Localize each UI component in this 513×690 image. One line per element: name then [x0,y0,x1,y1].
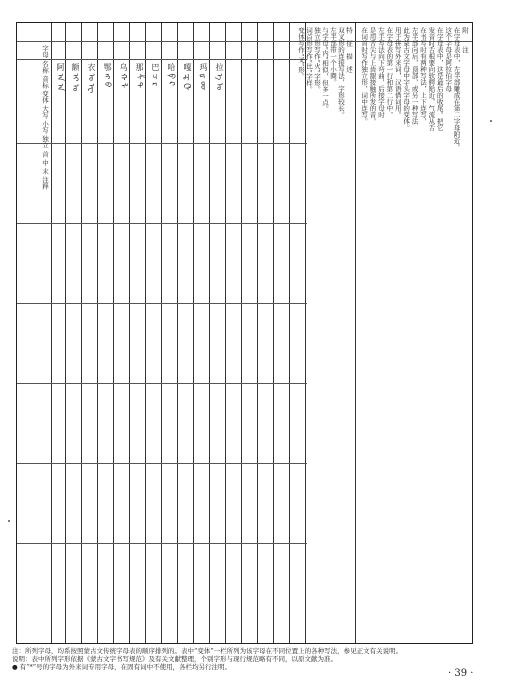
letter-row [163,63,176,633]
letter-glyph: ᠤ [87,73,96,82]
letter-glyph: ᠴ [151,73,160,80]
letter-glyph: ᠤ [215,82,224,91]
column-divider [193,23,194,643]
letter-name: 乌 [119,63,128,71]
column-divider [355,23,356,643]
notes-line: 在字母表中，这是最后的收尾。把它 [435,27,444,131]
letter-row [115,63,128,633]
column-divider [257,23,258,643]
table-frame [16,22,473,644]
header-col-11: 注释 [41,176,49,190]
letter-glyph: ᠡ [215,73,224,81]
notes-line: 左手写法向下弯曲，后接字母时 [376,27,385,118]
description-line: 变体写作“叉”形。 [297,27,305,80]
letter-row [131,63,144,633]
description-line: 与字母“内”相似，但多一点。 [321,27,329,112]
header-col-8: 首 [41,150,49,158]
table-header-labels [19,45,49,635]
column-divider [289,23,290,643]
column-divider [51,23,52,643]
letter-glyph: ᠩ [103,73,112,80]
letter-name: 衣 [87,63,96,71]
column-divider [113,23,114,643]
column-divider [241,23,242,643]
notes-line: 在词首时写作独立形，词中连写。 [360,27,369,125]
letter-glyph: ᠬ [119,73,128,81]
letter-glyph: ᡁ [199,73,208,79]
header-col-1: 字母 [41,45,49,58]
rotated-table-scan [12,22,482,671]
header-col-5: 大写 [41,105,49,119]
letter-name: 嘎 [183,63,192,71]
column-divider [273,23,274,643]
letter-glyph: ᠲ [135,82,144,89]
column-divider [177,23,178,643]
notes-line: 左半部向后，顶部，或另一种写法 [410,27,419,125]
column-divider [97,23,98,643]
letter-glyph: ᠿ [183,83,192,91]
header-col-4: 变体 [41,90,49,104]
letter-name: 玛 [199,63,208,71]
description-line: 左半部带一个小圈。 [329,27,337,86]
letter-row [179,63,192,633]
column-divider [209,23,210,643]
description-line: 双叉形的连接写法，字形较长。 [337,27,345,118]
letter-glyph: ᠯ [119,83,128,88]
notes-line: 在书写时有两种写法，上下连写， [418,27,427,125]
header-col-7: 独立 [41,135,49,149]
letter-glyph: ᠧ [87,83,96,94]
notes-column [357,27,469,637]
letter-name: 巴 [151,63,160,71]
letter-name: 鄂 [103,63,112,71]
header-col-6: 小写 [41,120,49,134]
notes-line: 发音时舌根要向软腭贴近，气流从舌 [427,27,436,131]
letter-glyph: ᠣ [71,84,80,92]
notes-line: 在字母表的第一行和第二行中， [385,27,394,118]
letter-row [99,63,112,633]
letter-glyph: ᠷ [151,82,160,87]
page-number: · 39 · [448,668,474,679]
letter-glyph: ᡂ [199,81,208,91]
letter-row [67,63,80,633]
footnote-line: ● 有“*”号的字母为外来词专用字母，在固有词中不使用，各栏均另行注明。 [12,663,232,671]
footnote-block [12,647,482,683]
column-divider [225,23,226,643]
letter-glyph: ᠠ [56,83,65,91]
letter-name: 哈 [167,63,176,71]
column-divider [305,23,306,643]
letter-name: 额 [71,63,80,71]
letter-glyph: ᠹ [167,73,176,79]
header-divider [17,59,307,60]
letter-glyph: ᠪ [103,82,112,88]
notes-line: 这个字母是阿拉伯字母 [444,27,453,92]
scan-speck [8,520,10,522]
notes-line: 此为蒙古文字母中字头字母的变体。 [402,27,411,131]
header-col-10: 末 [41,167,49,175]
letter-row [211,63,224,633]
letter-row [83,63,96,633]
letter-name: 那 [135,63,144,71]
description-line: 词首形写作“比”字样。 [305,27,313,93]
column-divider [65,23,66,643]
notes-line: 用于拼写外来词，汉语借词用。 [393,27,402,118]
header-col-2: 名称 [41,60,49,74]
letter-row [147,63,160,633]
header-col-9: 中 [41,159,49,166]
column-divider [145,23,146,643]
description-heading: 特 征 描 述 [345,27,353,73]
letter-glyph: ᠠ [56,73,65,81]
letter-glyph: ᠼ [183,73,192,81]
letter-name: 阿 [56,63,65,71]
notes-line: 在字母表中，左半部雕成在第二字母附近。 [452,27,461,151]
column-divider [81,23,82,643]
letter-row [195,63,208,633]
column-divider [129,23,130,643]
letter-glyph: ᠺ [167,81,176,86]
letter-glyph: ᠱ [135,73,144,80]
description-column [297,27,353,637]
letter-glyph: ᠢ [71,73,80,82]
footnote-line: 注：所列字母，均系按照蒙古文传统字母表的顺序排列的。表中“变体”一栏所列为该字母在不同位置上的各种写法，参见正文有关说明。 [12,647,403,655]
column-divider [161,23,162,643]
scan-speck [490,120,492,122]
notes-heading: 附 注 [461,27,469,53]
letter-name: 拉 [215,63,224,71]
notes-line: 是用舌尖与上齿龈接触所发的音。 [368,27,377,125]
description-line: 独立形写作“火”字形。 [313,27,321,93]
footnote-line: 说明：表中所列字形依据《蒙古文字书写规范》及有关文献整理，个别字形与现行规范略有不同，以原文献为准。 [12,655,337,663]
header-col-3: 音标 [41,75,49,89]
letter-row [53,63,65,633]
